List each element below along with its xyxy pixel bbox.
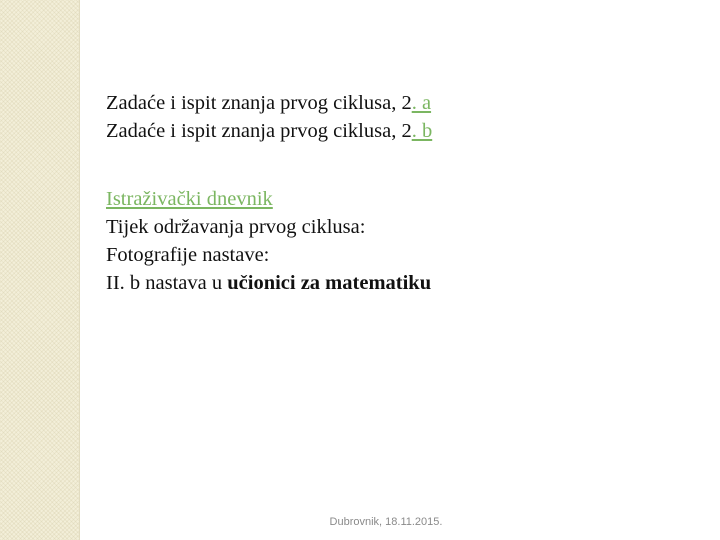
side-decorative-band	[0, 0, 80, 540]
assignments-line-2b	[106, 117, 696, 145]
assignments-text-2a: Zadaće i ispit znanja prvog ciklusa, 2	[106, 92, 412, 114]
footer-date: Dubrovnik, 18.11.2015.	[329, 516, 443, 528]
photos-line: Fotografije nastave:	[106, 244, 270, 266]
research-diary-line	[106, 185, 696, 213]
assignments-line-2a	[106, 89, 696, 117]
classroom-line	[106, 269, 696, 297]
classroom-bold-text: učionici za matematiku	[227, 272, 432, 294]
link-2a[interactable]: . a	[411, 92, 432, 114]
classroom-prefix: II. b nastava u	[106, 272, 228, 294]
assignments-text-2b: Zadaće i ispit znanja prvog ciklusa, 2	[106, 120, 412, 142]
course-progress-line: Tijek održavanja prvog ciklusa:	[106, 216, 366, 238]
slide-content	[106, 89, 696, 297]
research-diary-link[interactable]: Istraživački dnevnik	[106, 188, 273, 210]
link-2b[interactable]: . b	[411, 120, 433, 142]
